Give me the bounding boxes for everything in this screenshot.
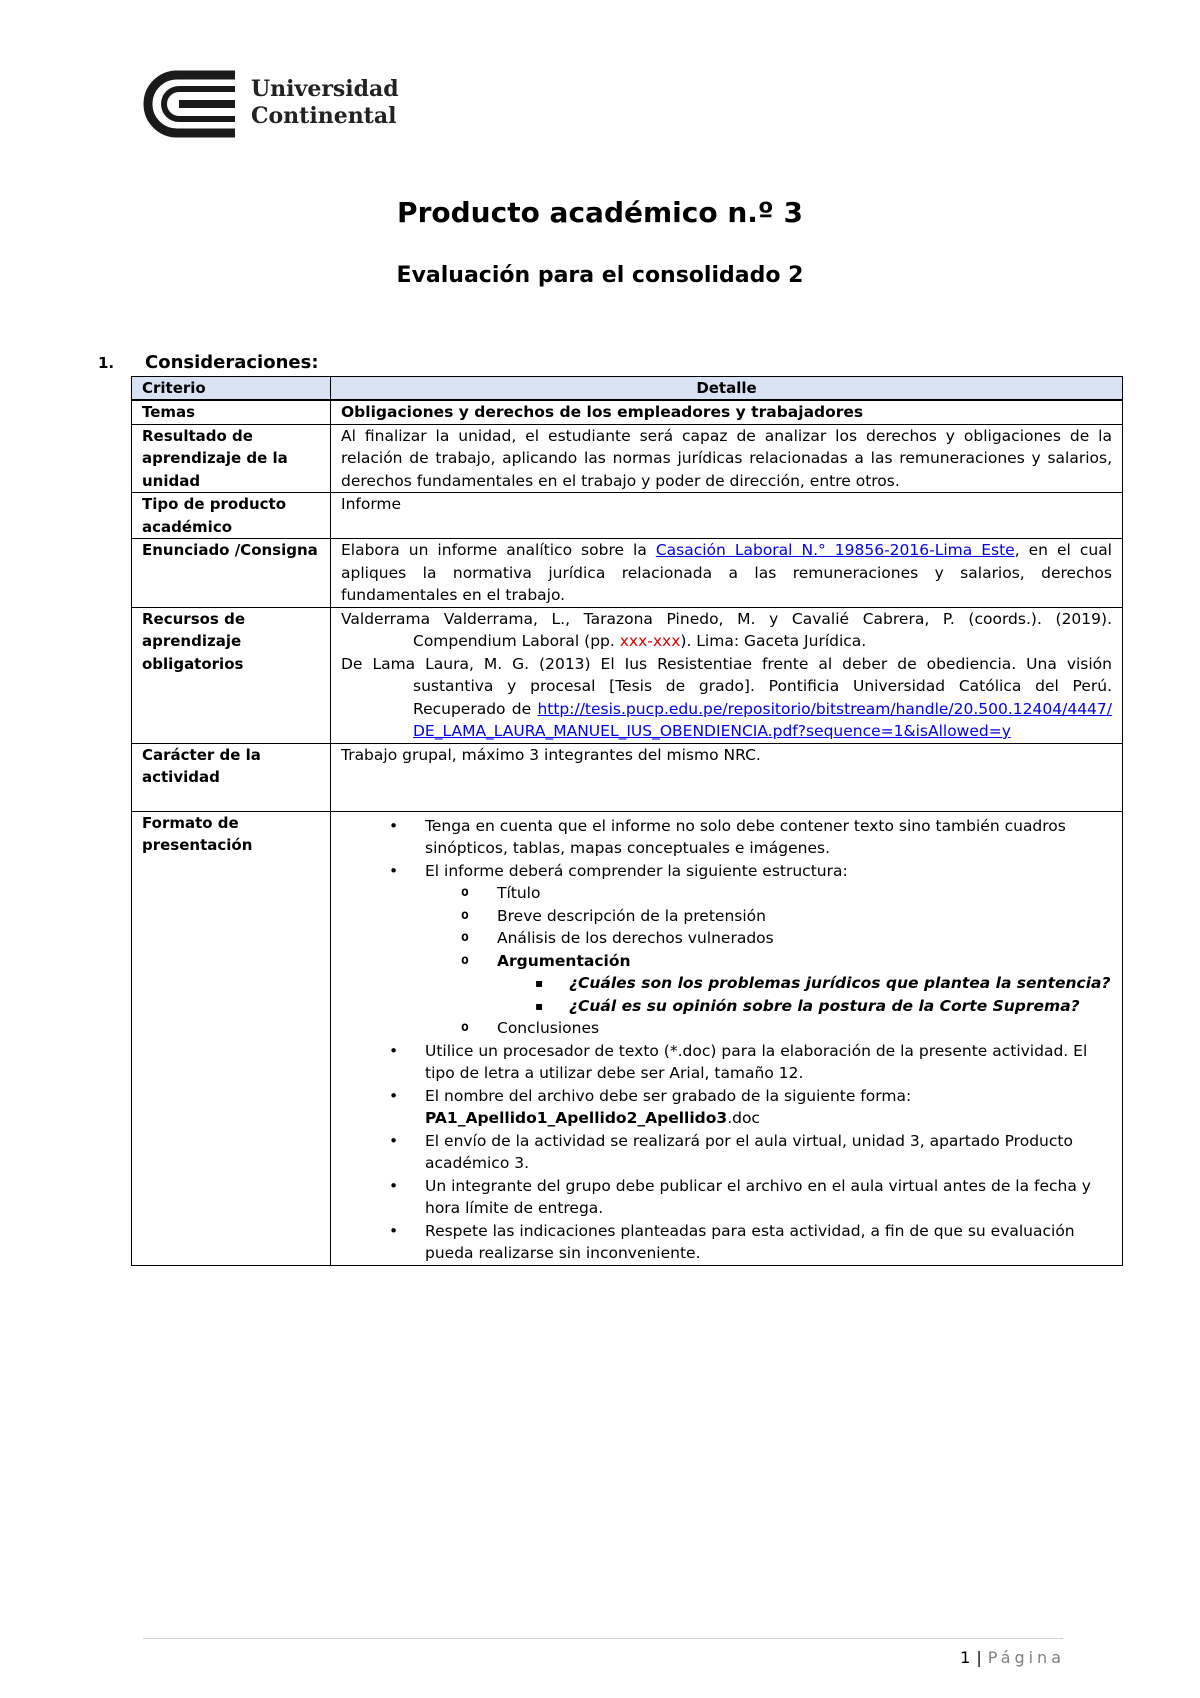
- university-logo-icon: [143, 70, 239, 138]
- value-recursos: [331, 607, 1123, 743]
- list-item: • Un integrante del grupo debe publicar el archivo en el aula virtual antes de la fecha y hora límite de entrega.: [425, 1175, 1112, 1220]
- footer-separator: |: [976, 1648, 982, 1667]
- label-tipo: Tipo de producto académico: [132, 493, 331, 539]
- list-item: [425, 1085, 1112, 1130]
- ref2-pre: De Lama Laura, M. G. (2013) El Ius Resistentiae frente al deber de obediencia. Una visión sustantiva y procesal [Tesis de grado]. Pontificia Universidad Católica del Perú. Recuperado de: [341, 654, 1112, 718]
- list-item: ▪ ¿Cuáles son los problemas jurídicos que plantea la sentencia?: [569, 972, 1112, 995]
- structure-list: [425, 882, 1112, 1040]
- list-item: • Tenga en cuenta que el informe no solo debe contener texto sino también cuadros sinópticos, tablas, mapas conceptuales e imágenes.: [425, 815, 1112, 860]
- label-caracter: Carácter de la actividad: [132, 743, 331, 811]
- value-resultado: Al finalizar la unidad, el estudiante será capaz de analizar los derechos y obligaciones de la relación de trabajo, aplicando las normas jurídicas relacionadas a las remuneraciones y salarios, derechos fundamentales en el trabajo y poder de dirección, entre otros.: [331, 424, 1123, 493]
- logo-text: [251, 76, 399, 130]
- filename-intro: El nombre del archivo debe ser grabado de la siguiente forma:: [425, 1086, 912, 1105]
- list-item: ▪ ¿Cuál es su opinión sobre la postura de la Corte Suprema?: [569, 995, 1112, 1018]
- footer-divider: [143, 1638, 1063, 1639]
- section-number: 1.: [98, 354, 115, 372]
- format-list: [341, 815, 1112, 1265]
- page-number: 1: [960, 1648, 971, 1667]
- university-logo: [143, 70, 403, 142]
- row-resultado: [132, 424, 1123, 493]
- questions-list: [497, 972, 1112, 1017]
- section-heading: [98, 352, 319, 373]
- row-recursos: [132, 607, 1123, 743]
- list-item: • Utilice un procesador de texto (*.doc) para la elaboración de la presente actividad. El tipo de letra a utilizar debe ser Arial, tamaño 12.: [425, 1040, 1112, 1085]
- list-item: • Respete las indicaciones planteadas para esta actividad, a fin de que su evaluación pueda realizarse sin inconveniente.: [425, 1220, 1112, 1265]
- value-formato: [331, 811, 1123, 1265]
- label-resultado: Resultado de aprendizaje de la unidad: [132, 424, 331, 493]
- logo-line1: Universidad: [251, 76, 399, 102]
- page-label: Página: [987, 1648, 1065, 1667]
- page-subtitle: Evaluación para el consolidado 2: [396, 263, 804, 288]
- label-temas: Temas: [132, 400, 331, 424]
- logo-line2: Continental: [251, 103, 397, 129]
- header-criterio: Criterio: [132, 377, 331, 401]
- list-item: • El envío de la actividad se realizará por el aula virtual, unidad 3, apartado Producto académico 3.: [425, 1130, 1112, 1175]
- value-tipo: Informe: [331, 493, 1123, 539]
- label-enunciado: Enunciado /Consigna: [132, 539, 331, 608]
- ref1-pre: Valderrama Valderrama, L., Tarazona Pinedo, M. y Cavalié Cabrera, P. (coords.). (2019). Compendium Laboral (pp.: [341, 609, 1112, 650]
- row-caracter: [132, 743, 1123, 811]
- value-enunciado: [331, 539, 1123, 608]
- row-formato: [132, 811, 1123, 1265]
- row-temas: [132, 400, 1123, 424]
- label-formato: Formato de presentación: [132, 811, 331, 1265]
- list-item: o Breve descripción de la pretensión: [497, 905, 1112, 928]
- value-caracter: Trabajo grupal, máximo 3 integrantes del mismo NRC.: [331, 743, 1123, 811]
- table-header-row: [132, 377, 1123, 401]
- casacion-link[interactable]: Casación Laboral N.° 19856-2016-Lima Este: [655, 541, 1015, 559]
- list-item: [497, 950, 1112, 1018]
- list-item: o Título: [497, 882, 1112, 905]
- value-temas: Obligaciones y derechos de los empleadores y trabajadores: [331, 400, 1123, 424]
- section-title: Consideraciones:: [145, 352, 319, 373]
- list-item: o Análisis de los derechos vulnerados: [497, 927, 1112, 950]
- filename-pattern: PA1_Apellido1_Apellido2_Apellido3: [425, 1109, 728, 1127]
- enunciado-pre: Elabora un informe analítico sobre la: [341, 541, 656, 559]
- row-tipo: [132, 493, 1123, 539]
- enunciado-post: , en el cual apliques la normativa jurídica relacionada a las remuneraciones y salarios, derechos fundamentales en el trabajo.: [341, 541, 1112, 604]
- structure-intro: El informe deberá comprender la siguiente estructura:: [425, 861, 848, 880]
- ref1-pages: xxx-xxx: [619, 632, 681, 650]
- ref1-post: ). Lima: Gaceta Jurídica.: [680, 632, 867, 650]
- list-item: o Conclusiones: [497, 1017, 1112, 1040]
- page-footer: [960, 1648, 1065, 1667]
- row-enunciado: [132, 539, 1123, 608]
- filename-extension: .doc: [727, 1109, 760, 1127]
- label-recursos: Recursos de aprendizaje obligatorios: [132, 607, 331, 743]
- reference-2: [341, 653, 1112, 743]
- list-item: [425, 860, 1112, 1040]
- reference-1: [341, 608, 1112, 653]
- thesis-link[interactable]: http://tesis.pucp.edu.pe/repositorio/bitstream/handle/20.500.12404/4447/DE_LAMA_LAURA_MANUEL_IUS_OBENDIENCIA.pdf?sequence=1&isAllowed=y: [413, 699, 1112, 740]
- header-detalle: Detalle: [331, 377, 1123, 401]
- considerations-table: [131, 376, 1123, 1266]
- argumentacion-label: Argumentación: [497, 951, 631, 970]
- page-title: Producto académico n.º 3: [397, 196, 803, 229]
